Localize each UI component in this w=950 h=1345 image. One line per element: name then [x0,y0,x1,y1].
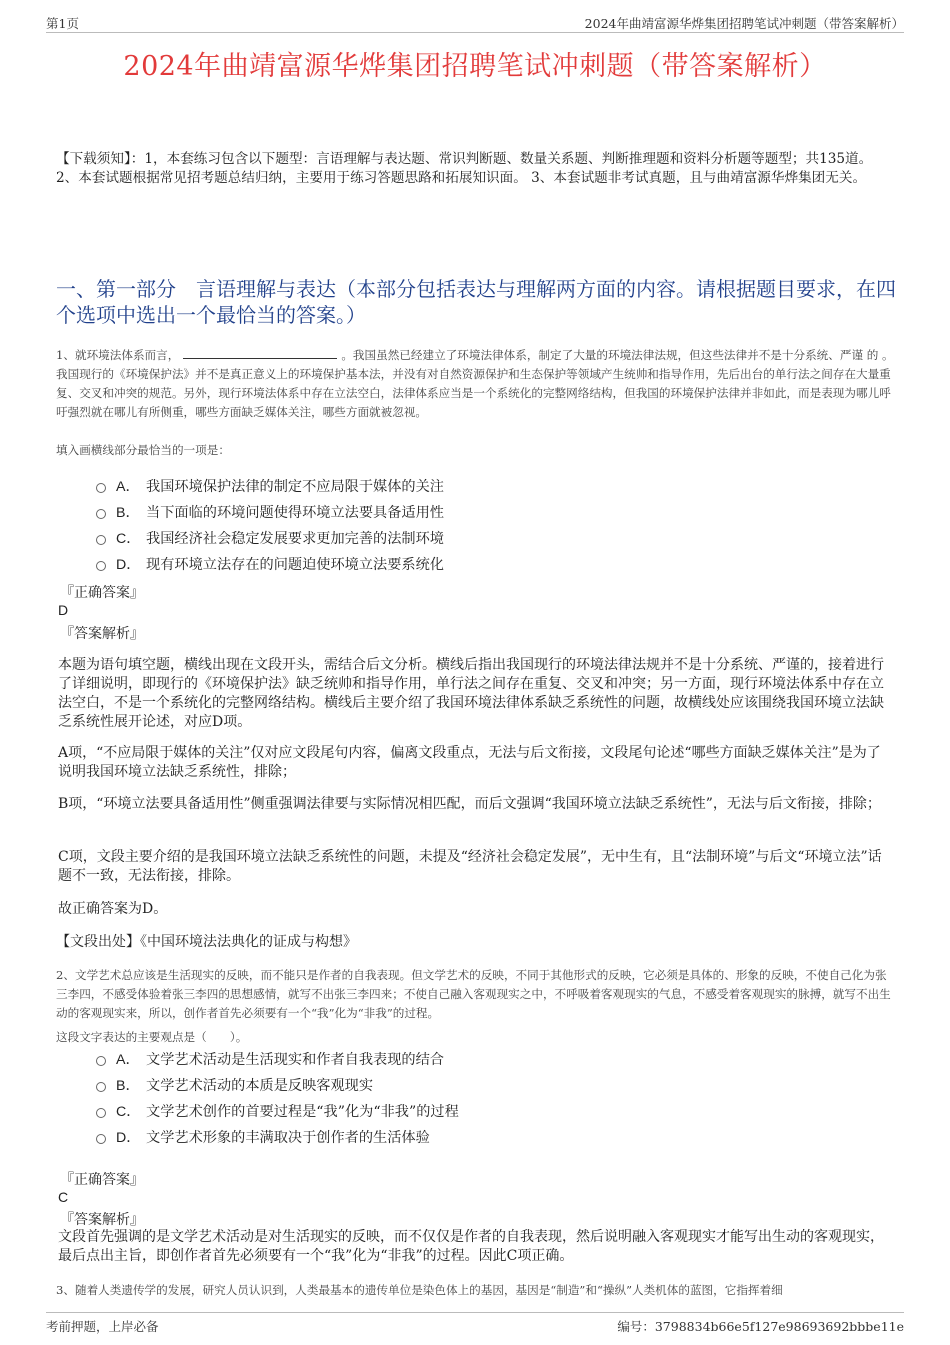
document-title: 2024年曲靖富源华烨集团招聘笔试冲刺题（带答案解析） [123,51,827,82]
question-1-options [96,473,896,577]
footer-serial: 编号：3798834b66e5f127e98693692bbbe11e [617,1319,904,1334]
analysis-paragraph: 文段首先强调的是文学艺术活动是对生活现实的反映，而不仅仅是作者的自我表现，然后说明融入客观现实才能写出生动的客观现实，最后点出主旨，即创作者首先必须要有一个“我”化为“非我”的过程。因此C项正确。 [58,1229,884,1264]
page-number: 第1页 [46,16,79,31]
answer-value: C [58,1189,69,1205]
question-1-body: 。我国虽然已经建立了环境法律体系，制定了大量的环境法律法规，但这些法律并不是十分系统、严谨 的 。我国现行的《环境保护法》并不是真正意义上的环境保护基本法，并没有对自然资源保护和生态保护等领域产生统帅和指导作用，先后出台的单行法之间存在大量重复、交叉和冲突的规范。另外，现行环境法体系中存在立法空白，法律体系应当是一个系统化的完整网络结构，但我国的环境保护法律并非如此，而是表现为哪儿呼吁强烈就在哪儿有所侧重，哪些方面缺乏媒体关注，哪些方面就被忽视。 [56,348,894,419]
radio-icon[interactable] [96,561,106,571]
radio-icon[interactable] [96,483,106,493]
option-c[interactable]: C． 我国经济社会稳定发展要求更加完善的法制环境 [96,525,896,551]
radio-icon[interactable] [96,509,106,519]
option-d[interactable]: D． 文学艺术形象的丰满取决于创作者的生活体验 [96,1124,896,1150]
question-2-prompt: 这段文字表达的主要观点是（ ）。 [56,1030,248,1044]
radio-icon[interactable] [96,1082,106,1092]
option-c[interactable]: C． 文学艺术创作的首要过程是“我”化为“非我”的过程 [96,1098,896,1124]
analysis-conclusion: 故正确答案为D。 [58,901,168,917]
question-2-options [96,1046,896,1150]
question-2-text: 2、文学艺术总应该是生活现实的反映，而不能只是作者的自我表现。但文学艺术的反映，不同于其他形式的反映，它必须是具体的、形象的反映，不使自己化为张三李四，不感受体验着张三李四的思想感情，就写不出张三李四来；不使自己融入客观现实之中，不呼吸着客观现实的气息，不感受着客观现实的脉搏，就写不出生动的客观现实来，所以，创作者首先必须要有一个“我”化为“非我”的过程。 [56,968,891,1020]
option-a[interactable]: A． 我国环境保护法律的制定不应局限于媒体的关注 [96,473,896,499]
download-notice: 【下载须知】：1，本套练习包含以下题型：言语理解与表达题、常识判断题、数量关系题、判断推理题和资料分析题等题型；共135道。 2、本套试题根据常见招考题总结归纳，主要用于练习答题思路和拓展知识面。 3、本套试题非考试真题，且与曲靖富源华烨集团无关。 [56,151,873,186]
analysis-paragraph: B项，“环境立法要具备适用性”侧重强调法律要与实际情况相匹配，而后文强调“我国环境立法缺乏系统性”，无法与后文衔接，排除； [58,796,881,812]
analysis-paragraph: 本题为语句填空题，横线出现在文段开头，需结合后文分析。横线后指出我国现行的环境法律法规并不是十分系统、严谨的，接着进行了详细说明，即现行的《环境保护法》缺乏统帅和指导作用，单行法之间存在重复、交叉和冲突；另一方面，现行环境法体系中存在立法空白，不是一个系统化的完整网络结构。横线后主要介绍了我国环境法律体系缺乏系统性的问题，故横线处应该围绕我国环境立法缺乏系统性展开论述，对应D项。 [58,657,884,730]
answer-value: D [58,602,69,618]
question-3-text: 3、随着人类遗传学的发展，研究人员认识到，人类最基本的遗传单位是染色体上的基因，基因是“制造”和“操纵”人类机体的蓝图，它指挥着细 [56,1283,783,1297]
page-footer [46,1312,904,1335]
option-b[interactable]: B． 当下面临的环境问题使得环境立法要具备适用性 [96,499,896,525]
question-1-prompt: 填入画横线部分最恰当的一项是： [56,443,230,457]
radio-icon[interactable] [96,535,106,545]
option-d[interactable]: D． 现有环境立法存在的问题迫使环境立法要系统化 [96,551,896,577]
answer-label: 『正确答案』 [60,1172,144,1188]
option-b[interactable]: B． 文学艺术活动的本质是反映客观现实 [96,1072,896,1098]
analysis-label: 『答案解析』 [60,626,144,642]
page-header [46,14,904,33]
radio-icon[interactable] [96,1108,106,1118]
header-doc-title: 2024年曲靖富源华烨集团招聘笔试冲刺题（带答案解析） [584,16,904,31]
option-a[interactable]: A． 文学艺术活动是生活现实和作者自我表现的结合 [96,1046,896,1072]
radio-icon[interactable] [96,1056,106,1066]
answer-label: 『正确答案』 [60,585,144,601]
analysis-paragraph: C项，文段主要介绍的是我国环境立法缺乏系统性的问题，未提及“经济社会稳定发展”，无中生有，且“法制环境”与后文“环境立法”话题不一致，无法衔接，排除。 [58,849,882,884]
analysis-paragraph: A项，“不应局限于媒体的关注”仅对应文段尾句内容，偏离文段重点，无法与后文衔接，文段尾句论述“哪些方面缺乏媒体关注”是为了说明我国环境立法缺乏系统性，排除； [58,745,881,780]
question-1-lead: 1、就环境法体系而言， [56,348,180,362]
section-heading: 一、第一部分 言语理解与表达（本部分包括表达与理解两方面的内容。请根据题目要求，在四个选项中选出一个最恰当的答案。） [56,277,896,327]
footer-slogan: 考前押题，上岸必备 [46,1319,159,1334]
question-1-text [56,346,898,422]
source-citation: 【文段出处】《中国环境法法典化的证成与构想》 [56,934,357,950]
fill-blank-line [183,346,337,359]
analysis-label: 『答案解析』 [60,1212,144,1228]
radio-icon[interactable] [96,1134,106,1144]
